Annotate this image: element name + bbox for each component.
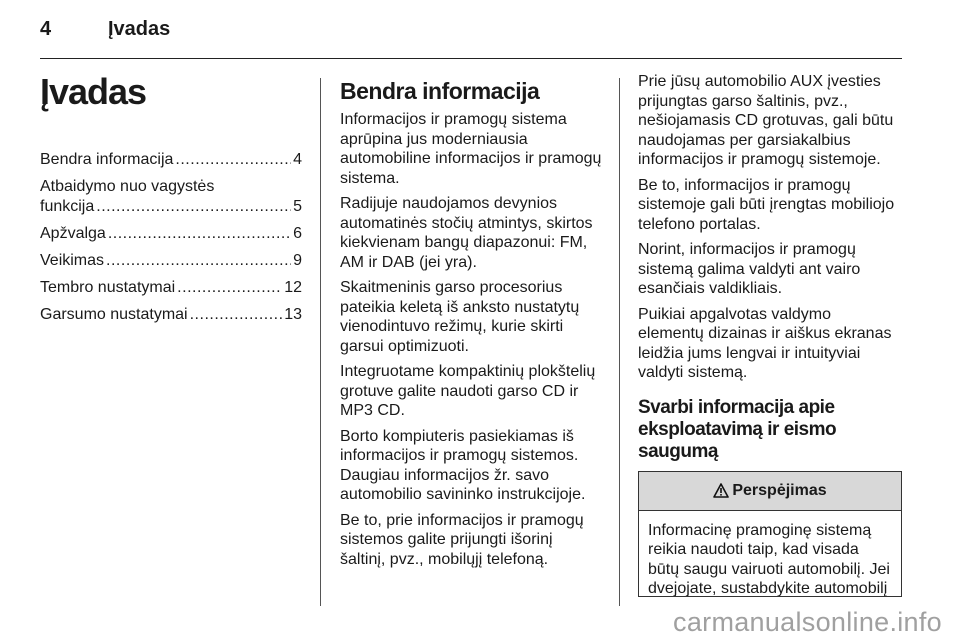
- paragraph: Radijuje naudojamos devynios automatinės stočių atmintys, skirtos kiekvienam bangų diapazonui: FM, AM ir DAB (jei yra).: [340, 195, 593, 271]
- column-general-info: [340, 68, 602, 575]
- watermark: carmanualsonline.info: [673, 607, 942, 637]
- paragraph: Prie jūsų automobilio AUX įvesties prijungtas garso šaltinis, pvz., nešiojamasis CD grotuvas, gali būtu naudojamas per garsiakalbius informacijos ir pramogų sistemoje.: [638, 73, 894, 168]
- warning-title: Perspėjimas: [732, 481, 827, 499]
- toc-item[interactable]: [40, 150, 302, 170]
- toc-label: Apžvalga: [40, 225, 106, 242]
- toc-item[interactable]: [40, 305, 302, 325]
- toc-label: Bendra informacija: [40, 151, 174, 168]
- toc-page: 13: [284, 306, 302, 323]
- toc-page: 5: [293, 198, 302, 215]
- section-title: Įvadas: [108, 18, 171, 40]
- toc-label: funkcija: [40, 198, 95, 215]
- paragraph: Puikiai apgalvotas valdymo elementų dizainas ir aiškus ekranas leidžia jums lengvai ir intuityviai valdyti sistemą.: [638, 305, 892, 381]
- safety-subheading: Svarbi informacija apie eksploatavimą ir eismo saugumą: [638, 396, 837, 462]
- paragraph: Be to, prie informacijos ir pramogų sistemos galite prijungti išorinį šaltinį, pvz., mobilųjį telefoną.: [340, 511, 584, 568]
- toc-item[interactable]: [40, 224, 302, 244]
- toc-item[interactable]: [40, 278, 302, 298]
- paragraph: Norint, informacijos ir pramogų sistemą galima valdyti ant vairo esančiais valdikliais.: [638, 241, 861, 297]
- column-divider-1: [320, 78, 321, 606]
- column-continued: [638, 72, 900, 597]
- toc-label: Tembro nustatymai: [40, 279, 176, 296]
- warning-triangle-icon: [713, 483, 729, 498]
- paragraph: Borto kompiuteris pasiekiamas iš informacijos ir pramogų sistemos. Daugiau informacijos žr. savo automobilio savininko instrukcijoje.: [340, 427, 586, 503]
- warning-header: [639, 472, 901, 511]
- page-number: 4: [40, 18, 52, 40]
- toc-label: Veikimas: [40, 252, 105, 269]
- table-of-contents: [40, 150, 302, 325]
- toc-page: 9: [293, 252, 302, 269]
- paragraph: Skaitmeninis garso procesorius pateikia keletą iš anksto nustatytų vienodintuvo režimų, kurie skirti garsui optimizuoti.: [340, 279, 580, 355]
- toc-label: Garsumo nustatymai: [40, 306, 188, 323]
- toc-item[interactable]: [40, 251, 302, 271]
- toc-label-line1: Atbaidymo nuo vagystės: [40, 178, 215, 195]
- column-toc: [40, 68, 302, 332]
- warning-text: Informacinę pramoginę sistemą reikia naudoti taip, kad visada būtų saugu vairuoti automobilį. Jei dvejojate, sustabdykite automobilį: [648, 521, 890, 597]
- section-heading: Bendra informacija: [340, 78, 540, 104]
- toc-item[interactable]: [40, 177, 302, 217]
- toc-page: 12: [284, 279, 302, 296]
- column-divider-2: [619, 78, 620, 606]
- chapter-title: Įvadas: [40, 71, 147, 112]
- header-divider: [40, 58, 902, 59]
- paragraph: Informacijos ir pramogų sistema aprūpina jus moderniausia automobiline informacijos ir pramogų sistema.: [340, 111, 602, 187]
- toc-page: 6: [293, 225, 302, 242]
- warning-box: [638, 471, 902, 597]
- toc-page: 4: [293, 151, 302, 168]
- paragraph: Integruotame kompaktinių plokštelių grotuve galite naudoti garso CD ir MP3 CD.: [340, 363, 596, 419]
- paragraph: Be to, informacijos ir pramogų sistemoje gali būti įrengtas mobiliojo telefono portalas.: [638, 176, 895, 233]
